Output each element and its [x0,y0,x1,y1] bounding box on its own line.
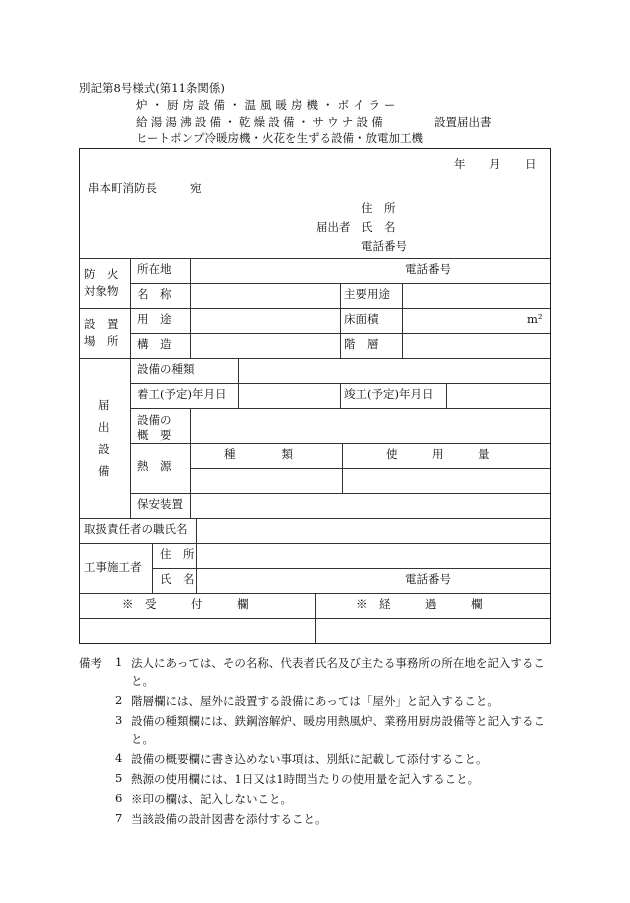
notifier-address-label: 住 所 [361,201,396,215]
location-label: 所在地 [137,262,172,276]
use-label: 用 途 [137,312,172,326]
note-number: 1 [115,655,123,669]
form-title-suffix: 設置届出書 [434,115,492,129]
usage-amount-header: 使 用 量 [386,447,490,461]
main-use-label: 主要用途 [344,287,390,301]
note-text: 設備の概要欄に書き込めない事項は、別紙に記載して添付すること。 [131,752,488,766]
note-text: ※印の欄は、記入しないこと。 [131,792,292,806]
notifier-name-label: 氏 名 [361,220,396,234]
day-label: 日 [525,157,537,171]
progress-column-label: ※ 経 過 欄 [356,597,483,611]
reception-column-label: ※ 受 付 欄 [122,597,249,611]
completion-date-label: 竣工(予定)年月日 [344,387,434,401]
application-form-table [79,148,551,644]
target-phone-label: 電話番号 [405,262,451,276]
note-text: 法人にあっては、その名称、代表者氏名及び主たる事務所の所在地を記入するこ [131,656,545,670]
kind-header: 種 類 [224,447,293,461]
fire-target-label: 防 火 対象物 [84,267,119,298]
floor-area-label: 床面積 [344,312,379,326]
equipment-overview-label: 設備の 概 要 [137,413,172,442]
area-unit: m² [527,312,543,326]
safety-device-label: 保安装置 [137,497,183,511]
month-label: 月 [489,157,501,171]
addressee: 串本町消防長 [88,181,157,195]
note-number: 5 [115,771,123,785]
note-text: 熱源の使用欄には、1日又は1時間当たりの使用量を記入すること。 [131,772,480,786]
heat-source-label: 熱 源 [137,459,172,473]
structure-label: 構 造 [137,337,172,351]
contractor-address-label: 住 所 [160,547,195,561]
equipment-type-label: 設備の種類 [137,362,195,376]
form-number: 別記第8号様式(第11条関係) [79,81,225,95]
notifier-phone-label: 電話番号 [361,239,407,253]
note-number: 2 [115,693,123,707]
addressee-suffix: 宛 [190,181,202,195]
note-text: 当該設備の設計図書を添付すること。 [131,812,327,826]
note-number: 4 [115,751,123,765]
note-text: 階層欄には、屋外に設置する設備にあっては「屋外」と記入すること。 [131,694,499,708]
contractor-phone-label: 電話番号 [405,572,451,586]
start-date-label: 着工(予定)年月日 [137,387,227,401]
floor-level-label: 階 層 [344,337,379,351]
note-text: 設備の種類欄には、鉄鋼溶解炉、暖房用熱風炉、業務用厨房設備等と記入するこ [131,714,545,728]
target-name-label: 名 称 [137,287,172,301]
notified-equipment-label: 届出設備 [98,398,110,478]
notes-label: 備考 [79,656,102,670]
form-title-line1: 炉・厨房設備・温風暖房機・ボイラー [136,98,400,112]
year-label: 年 [454,157,466,171]
note-text-continuation: と。 [131,732,154,746]
note-number: 6 [115,791,123,805]
note-number: 7 [115,811,123,825]
note-text-continuation: と。 [131,674,154,688]
note-number: 3 [115,713,123,727]
notifier-label: 届出者 [316,220,351,234]
install-place-label: 設 置 場 所 [84,317,119,348]
manager-label: 取扱責任者の職氏名 [84,522,188,536]
form-title-line2: 給湯湯沸設備・乾燥設備・サウナ設備 [136,115,386,129]
form-title-line3: ヒートポンプ冷暖房機・火花を生ずる設備・放電加工機 [136,131,424,145]
contractor-label: 工事施工者 [84,560,142,574]
contractor-name-label: 氏 名 [160,572,195,586]
